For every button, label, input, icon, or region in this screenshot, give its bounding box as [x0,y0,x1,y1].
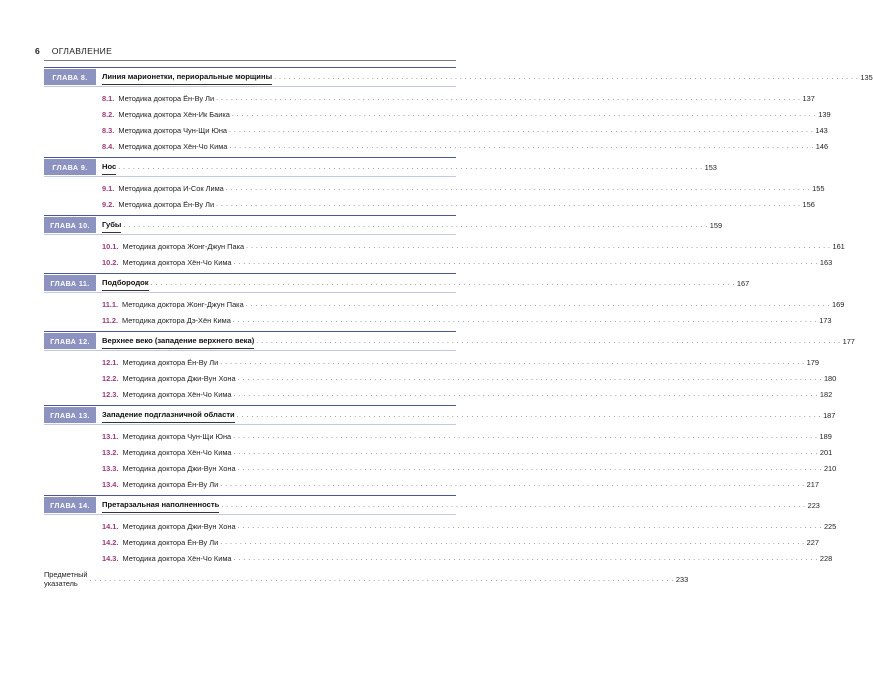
chapter-badge: ГЛАВА 8. [44,69,96,85]
leader-dots [226,185,810,192]
chapter-heading[interactable] [44,215,723,235]
section-page-number: 228 [819,553,833,563]
chapter-title: Западение подглазничной области [102,410,235,419]
section-page-number: 163 [819,257,833,267]
section-page-number: 182 [819,389,833,399]
page-title: ОГЛАВЛЕНИЕ [51,46,113,56]
header-rule [44,60,456,61]
section-title: Методика доктора Дэ-Хён Кима [122,315,231,325]
leader-dots [237,412,821,419]
section-entry[interactable] [44,354,819,370]
section-entry[interactable] [44,534,819,550]
leader-dots [274,74,858,81]
chapter-title-underline [102,69,272,85]
leader-dots [238,375,822,382]
leader-dots [123,222,707,229]
section-entry[interactable] [44,90,815,106]
leader-dots [216,201,800,208]
section-page-number: 227 [806,537,819,547]
leader-dots [233,317,817,324]
chapter-heading[interactable] [44,405,836,425]
section-page-number: 173 [819,315,832,325]
section-number: 13.2. [102,447,119,457]
chapter-title: Линия марионетки, периоральные морщины [102,72,273,81]
section-title: Методика доктора Ён-Ву Ли [122,357,219,367]
section-page-number: 180 [823,373,837,383]
section-entry[interactable] [44,122,828,138]
leader-dots [238,465,822,472]
section-page-number: 137 [802,93,815,103]
chapter-heading[interactable] [44,67,873,87]
section-title: Методика доктора Чун-Щи Юна [122,431,232,441]
chapter-badge: ГЛАВА 11. [44,275,96,291]
chapter-title: Верхнее веко (западение верхнего века) [102,336,255,345]
section-title: Методика доктора Джи-Вун Хона [122,373,236,383]
section-number: 12.1. [102,357,119,367]
section-entry[interactable] [44,386,833,402]
index-entry[interactable] [44,570,689,588]
chapter-title-underline [102,497,219,513]
leader-dots [220,359,804,366]
leader-dots [233,433,817,440]
section-title: Методика доктора Ён-Ву Ли [122,479,219,489]
section-number: 10.2. [102,257,119,267]
section-title: Методика доктора Ён-Ву Ли [118,93,215,103]
chapter-page-number: 177 [842,336,855,346]
leader-dots [216,95,800,102]
section-number: 13.4. [102,479,119,489]
section-number: 14.3. [102,553,119,563]
table-of-contents [44,67,873,588]
section-entry[interactable] [44,138,829,154]
section-entry[interactable] [44,296,845,312]
chapter-badge: ГЛАВА 10. [44,217,96,233]
leader-dots [220,481,804,488]
leader-dots [246,243,830,250]
section-page-number: 139 [818,109,831,119]
chapter-heading[interactable] [44,273,750,293]
section-entry[interactable] [44,238,845,254]
section-entry[interactable] [44,550,833,566]
section-title: Методика доктора Джи-Вун Хона [122,463,236,473]
leader-dots [221,502,805,509]
section-page-number: 169 [832,299,845,309]
section-page-number: 210 [823,463,837,473]
chapter-title-underline [102,217,121,233]
chapter-page-number: 167 [736,278,750,288]
section-entry[interactable] [44,476,819,492]
section-number: 9.2. [102,199,115,209]
section-number: 10.1. [102,241,119,251]
chapter-title: Нос [102,162,117,171]
chapter-title: Губы [102,220,122,229]
section-number: 14.1. [102,521,119,531]
leader-dots [234,449,818,456]
section-number: 9.1. [102,183,115,193]
section-title: Методика доктора Джи-Вун Хона [122,521,236,531]
section-entry[interactable] [44,196,815,212]
chapter-title-underline [102,275,149,291]
chapter-title-underline [102,333,254,349]
section-title: Методика доктора Хён-Чо Кима [122,389,232,399]
section-title: Методика доктора Чун-Щи Юна [118,125,228,135]
running-header [35,46,112,56]
section-page-number: 143 [815,125,828,135]
index-title: Предметный указатель [44,570,88,588]
section-number: 8.1. [102,93,115,103]
leader-dots [220,539,804,546]
section-title: Методика доктора Хён-Чо Кима [118,141,228,151]
chapter-page-number: 159 [709,220,723,230]
section-page-number: 146 [815,141,829,151]
chapter-heading[interactable] [44,331,855,351]
chapter-badge: ГЛАВА 14. [44,497,96,513]
section-number: 12.2. [102,373,119,383]
section-number: 11.1. [102,299,119,309]
chapter-page-number: 153 [704,162,717,172]
section-number: 13.3. [102,463,119,473]
chapter-badge: ГЛАВА 9. [44,159,96,175]
chapter-title: Подбородок [102,278,149,287]
leader-dots [246,301,830,308]
leader-dots [229,127,813,134]
index-page-number: 233 [675,574,689,584]
chapter-title-underline [102,159,116,175]
section-title: Методика доктора И-Сок Лима [118,183,224,193]
section-title: Методика доктора Хён-Чо Кима [122,553,232,563]
section-entry[interactable] [44,518,837,534]
page-number: 6 [35,46,41,56]
section-title: Методика доктора Хён-Чо Кима [122,447,232,457]
section-page-number: 225 [823,521,837,531]
section-entry[interactable] [44,254,833,270]
section-entry[interactable] [44,428,832,444]
section-title: Методика доктора Ён-Ву Ли [122,537,219,547]
chapter-heading[interactable] [44,495,820,515]
section-number: 8.4. [102,141,115,151]
section-page-number: 155 [812,183,825,193]
leader-dots [118,164,702,171]
section-entry[interactable] [44,460,837,476]
section-title: Методика доктора Хён-Ик Баика [118,109,230,119]
leader-dots [256,338,840,345]
section-number: 14.2. [102,537,119,547]
leader-dots [238,523,822,530]
section-page-number: 217 [806,479,819,489]
section-page-number: 189 [819,431,832,441]
section-entry[interactable] [44,180,825,196]
section-page-number: 201 [819,447,833,457]
chapter-page-number: 223 [807,500,820,510]
section-title: Методика доктора Жонг-Джун Пака [122,299,244,309]
section-title: Методика доктора Жонг-Джун Пака [122,241,245,251]
leader-dots [151,280,735,287]
leader-dots [234,391,818,398]
chapter-title-underline [102,407,235,423]
leader-dots [90,576,674,583]
section-number: 11.2. [102,315,119,325]
section-entry[interactable] [44,370,837,386]
chapter-title: Претарзальная наполненность [102,500,220,509]
leader-dots [234,259,818,266]
section-title: Методика доктора Ён-Ву Ли [118,199,215,209]
leader-dots [229,143,813,150]
chapter-heading[interactable] [44,157,717,177]
section-entry[interactable] [44,444,833,460]
section-number: 12.3. [102,389,119,399]
chapter-page-number: 135 [860,72,873,82]
section-number: 13.1. [102,431,119,441]
chapter-badge: ГЛАВА 13. [44,407,96,423]
section-title: Методика доктора Хён-Чо Кима [122,257,232,267]
section-page-number: 156 [802,199,815,209]
section-number: 8.2. [102,109,115,119]
section-entry[interactable] [44,312,832,328]
leader-dots [234,555,818,562]
section-number: 8.3. [102,125,115,135]
section-page-number: 179 [806,357,819,367]
section-page-number: 161 [832,241,845,251]
chapter-page-number: 187 [823,410,836,420]
section-entry[interactable] [44,106,831,122]
leader-dots [232,111,816,118]
chapter-badge: ГЛАВА 12. [44,333,96,349]
